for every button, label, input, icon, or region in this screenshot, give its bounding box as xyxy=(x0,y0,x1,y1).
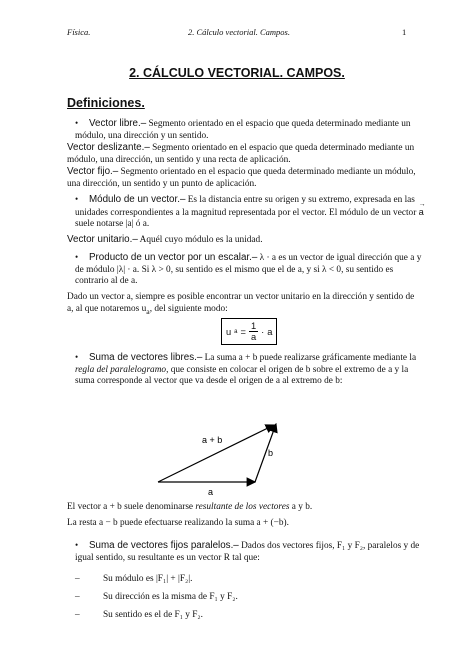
unit-vector-formula: u a = $\frac{1}{a}$ · a xyxy=(221,318,277,345)
header-chapter: 2. Cálculo vectorial. Campos. xyxy=(188,27,290,37)
def-vector-libre: • Vector libre.– Segmento orientado en el espacio que queda determinado mediante un módulo, una dirección y un sentido. xyxy=(75,118,411,141)
label-sum: a + b xyxy=(202,435,223,445)
header-subject: Física. xyxy=(67,27,91,37)
vector-sum-arrow xyxy=(158,425,274,482)
list-item: – Su sentido es el de F₁ y F₂. xyxy=(75,610,203,620)
label-b: b xyxy=(268,448,274,458)
paragraph-dado: Dado un vector a, siempre es posible encontrar un vector unitario en la dirección y sentido de a, al que notaremos $u_a$, del siguiente modo: xyxy=(67,292,415,316)
def-vector-fijo: Vector fijo.– Segmento orientado en el espacio que queda determinado mediante un módulo, una dirección, un sentido y un punto de aplicación. xyxy=(67,166,416,189)
def-fijos-paralelos: • Suma de vectores fijos paralelos.– Dados dos vectores fijos, F₁ y F₂, paralelos y de igual sentido, su resultante es un vector R tal que: xyxy=(75,540,420,563)
chapter-title: 2. CÁLCULO VECTORIAL. CAMPOS. xyxy=(129,66,345,80)
fraction: $\frac{1}{a}$ xyxy=(250,321,257,342)
section-heading: Definiciones. xyxy=(67,96,145,110)
paragraph-resta: La resta a − b puede efectuarse realizando la suma a + (−b). xyxy=(67,518,289,528)
def-vector-deslizante: Vector deslizante.– Segmento orientado en el espacio que queda determinado mediante un módulo, una dirección, un sentido y una recta de aplicación. xyxy=(67,142,415,165)
paragraph-resultante: El vector a + b suele denominarse resultante de los vectores a y b. xyxy=(67,502,313,512)
def-modulo: • Módulo de un vector.– Es la distancia entre su origen y su extremo, expresada en las unidades correspondientes a la magnitud representada por el vector. El módulo de un vector → a suele notarse |a| ó a. xyxy=(75,194,425,231)
label-a: a xyxy=(208,487,214,496)
parallelogram-figure xyxy=(150,410,290,496)
def-producto: • Producto de un vector por un escalar.– λ · a es un vector de igual dirección que a y de módulo |λ| · a. Si λ > 0, su sentido es el mismo que el de a, y si λ < 0, su sentido es contrario al de a. xyxy=(75,252,422,287)
list-item: – Su módulo es |F₁| + |F₂|. xyxy=(75,574,193,584)
list-item: – Su dirección es la misma de F₁ y F₂. xyxy=(75,592,238,602)
page-number: 1 xyxy=(402,27,407,37)
def-suma: • Suma de vectores libres.– La suma a + b puede realizarse gráficamente mediante la regla del paralelogramo, que consiste en colocar el origen de b sobre el extremo de a y la suma corresponde al vector que va desde el origen de a al extremo de b: xyxy=(75,352,417,387)
def-unitario: Vector unitario.– Aquél cuyo módulo es la unidad. xyxy=(67,234,263,245)
